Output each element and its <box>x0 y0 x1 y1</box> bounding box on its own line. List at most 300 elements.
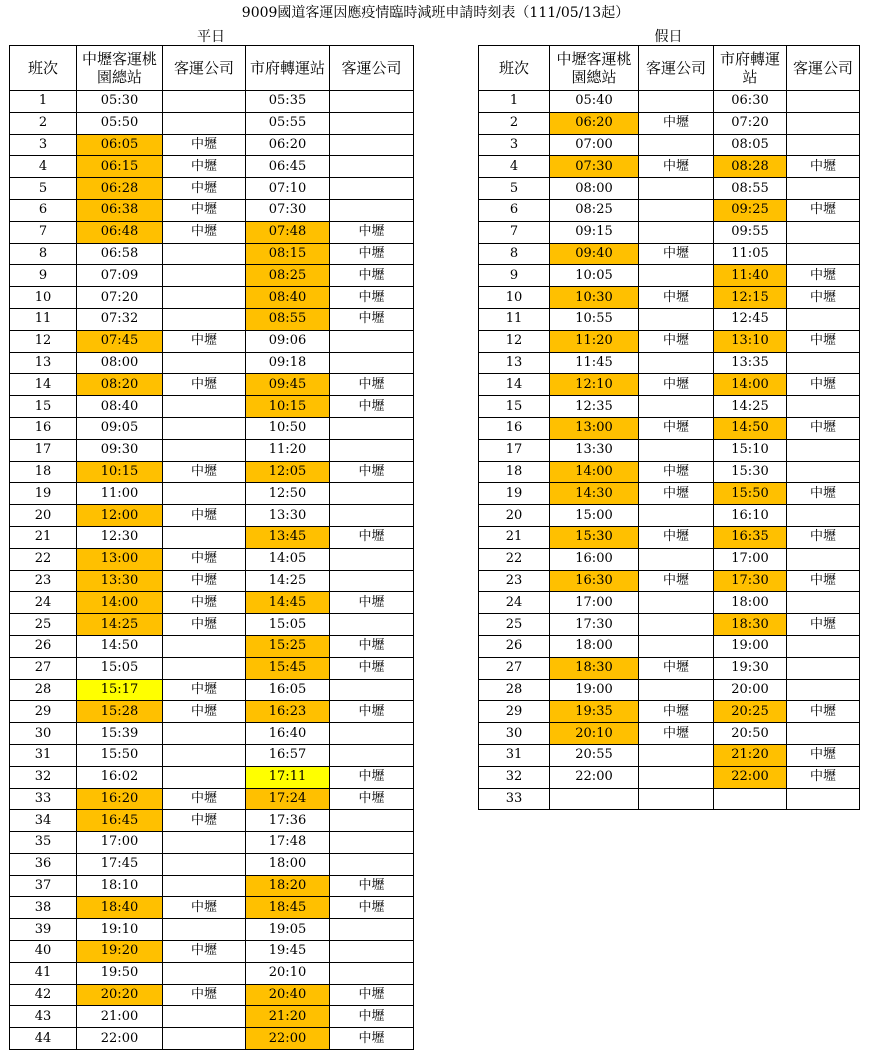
dest-time-cell: 09:25 <box>714 199 787 221</box>
table-row <box>10 635 414 657</box>
run-number-cell: 23 <box>479 570 550 592</box>
dest-time-cell: 08:40 <box>246 287 330 309</box>
dest-operator-cell: 中壢 <box>330 701 414 723</box>
origin-time-cell: 13:00 <box>550 417 639 439</box>
origin-time-cell: 08:20 <box>77 374 163 396</box>
dest-time-cell: 07:30 <box>246 199 330 221</box>
origin-time-cell: 15:00 <box>550 505 639 527</box>
dest-time-cell: 14:45 <box>246 592 330 614</box>
dest-time-cell: 07:10 <box>246 178 330 200</box>
origin-operator-cell <box>163 1028 246 1050</box>
run-number-cell: 32 <box>10 766 77 788</box>
table-row <box>479 221 860 243</box>
dest-operator-cell: 中壢 <box>787 614 860 636</box>
dest-time-cell: 12:15 <box>714 287 787 309</box>
dest-time-cell: 17:00 <box>714 548 787 570</box>
col-header-operator: 客運公司 <box>787 46 860 91</box>
run-number-cell: 22 <box>479 548 550 570</box>
table-row <box>10 439 414 461</box>
dest-time-cell: 07:20 <box>714 112 787 134</box>
origin-operator-cell: 中壢 <box>163 810 246 832</box>
origin-operator-cell: 中壢 <box>163 941 246 963</box>
dest-operator-cell: 中壢 <box>787 330 860 352</box>
run-number-cell: 20 <box>479 505 550 527</box>
origin-operator-cell: 中壢 <box>163 788 246 810</box>
dest-time-cell: 15:30 <box>714 461 787 483</box>
run-number-cell: 18 <box>10 461 77 483</box>
dest-operator-cell <box>330 679 414 701</box>
origin-time-cell: 08:40 <box>77 396 163 418</box>
table-row <box>10 853 414 875</box>
dest-time-cell: 17:30 <box>714 570 787 592</box>
weekday-label: 平日 <box>197 29 225 45</box>
run-number-cell: 2 <box>10 112 77 134</box>
table-row <box>10 352 414 374</box>
dest-time-cell: 22:00 <box>714 766 787 788</box>
table-row <box>10 526 414 548</box>
table-row <box>479 723 860 745</box>
origin-time-cell: 17:30 <box>550 614 639 636</box>
origin-operator-cell: 中壢 <box>639 330 714 352</box>
dest-time-cell: 06:45 <box>246 156 330 178</box>
dest-operator-cell: 中壢 <box>330 766 414 788</box>
run-number-cell: 26 <box>479 635 550 657</box>
table-row <box>10 679 414 701</box>
dest-time-cell: 15:50 <box>714 483 787 505</box>
dest-operator-cell <box>787 439 860 461</box>
dest-operator-cell: 中壢 <box>330 592 414 614</box>
origin-time-cell: 18:30 <box>550 657 639 679</box>
dest-operator-cell <box>330 614 414 636</box>
dest-operator-cell: 中壢 <box>330 657 414 679</box>
origin-time-cell: 16:30 <box>550 570 639 592</box>
run-number-cell: 9 <box>479 265 550 287</box>
origin-operator-cell: 中壢 <box>163 897 246 919</box>
dest-time-cell: 18:00 <box>714 592 787 614</box>
origin-time-cell: 19:20 <box>77 941 163 963</box>
origin-operator-cell: 中壢 <box>163 374 246 396</box>
dest-operator-cell: 中壢 <box>787 701 860 723</box>
origin-operator-cell: 中壢 <box>639 570 714 592</box>
origin-time-cell: 20:20 <box>77 984 163 1006</box>
table-row <box>10 548 414 570</box>
origin-time-cell: 06:28 <box>77 178 163 200</box>
run-number-cell: 17 <box>10 439 77 461</box>
dest-operator-cell: 中壢 <box>330 374 414 396</box>
origin-operator-cell <box>639 352 714 374</box>
table-row <box>479 548 860 570</box>
dest-time-cell: 19:30 <box>714 657 787 679</box>
table-row <box>10 592 414 614</box>
origin-operator-cell: 中壢 <box>163 505 246 527</box>
col-header-operator: 客運公司 <box>639 46 714 91</box>
run-number-cell: 42 <box>10 984 77 1006</box>
col-header-run: 班次 <box>479 46 550 91</box>
dest-time-cell: 11:40 <box>714 265 787 287</box>
dest-operator-cell <box>330 417 414 439</box>
run-number-cell: 6 <box>479 199 550 221</box>
origin-time-cell: 12:00 <box>77 505 163 527</box>
origin-time-cell: 14:25 <box>77 614 163 636</box>
origin-operator-cell: 中壢 <box>639 526 714 548</box>
run-number-cell: 7 <box>479 221 550 243</box>
origin-operator-cell: 中壢 <box>163 701 246 723</box>
run-number-cell: 19 <box>479 483 550 505</box>
origin-operator-cell <box>163 1006 246 1028</box>
dest-operator-cell: 中壢 <box>330 788 414 810</box>
run-number-cell: 1 <box>479 91 550 113</box>
dest-time-cell: 05:55 <box>246 112 330 134</box>
origin-operator-cell <box>639 744 714 766</box>
table-row <box>10 417 414 439</box>
dest-operator-cell <box>787 396 860 418</box>
origin-operator-cell <box>163 287 246 309</box>
dest-operator-cell <box>787 548 860 570</box>
table-row <box>479 788 860 810</box>
col-header-dest-station: 市府轉運站 <box>714 46 787 91</box>
dest-operator-cell <box>330 156 414 178</box>
dest-time-cell: 14:25 <box>246 570 330 592</box>
dest-time-cell: 09:55 <box>714 221 787 243</box>
dest-time-cell: 19:45 <box>246 941 330 963</box>
run-number-cell: 4 <box>10 156 77 178</box>
origin-operator-cell <box>639 221 714 243</box>
dest-operator-cell <box>330 199 414 221</box>
dest-time-cell: 08:55 <box>714 178 787 200</box>
table-row <box>479 330 860 352</box>
origin-operator-cell: 中壢 <box>163 592 246 614</box>
run-number-cell: 13 <box>10 352 77 374</box>
dest-time-cell: 18:30 <box>714 614 787 636</box>
table-row <box>479 417 860 439</box>
origin-time-cell: 10:05 <box>550 265 639 287</box>
table-row <box>10 701 414 723</box>
origin-operator-cell <box>163 91 246 113</box>
dest-time-cell: 08:25 <box>246 265 330 287</box>
run-number-cell: 28 <box>10 679 77 701</box>
origin-time-cell: 09:05 <box>77 417 163 439</box>
table-row <box>479 439 860 461</box>
header-row <box>10 46 414 91</box>
run-number-cell: 27 <box>479 657 550 679</box>
dest-operator-cell <box>787 505 860 527</box>
dest-time-cell: 12:05 <box>246 461 330 483</box>
run-number-cell: 36 <box>10 853 77 875</box>
origin-operator-cell: 中壢 <box>639 657 714 679</box>
dest-operator-cell: 中壢 <box>330 308 414 330</box>
run-number-cell: 15 <box>10 396 77 418</box>
dest-time-cell: 17:24 <box>246 788 330 810</box>
origin-time-cell: 07:00 <box>550 134 639 156</box>
origin-time-cell: 06:20 <box>550 112 639 134</box>
run-number-cell: 44 <box>10 1028 77 1050</box>
dest-time-cell: 15:25 <box>246 635 330 657</box>
table-row <box>479 265 860 287</box>
dest-time-cell: 12:50 <box>246 483 330 505</box>
origin-time-cell: 13:00 <box>77 548 163 570</box>
run-number-cell: 12 <box>479 330 550 352</box>
dest-operator-cell <box>330 352 414 374</box>
origin-operator-cell <box>639 134 714 156</box>
origin-operator-cell <box>163 657 246 679</box>
dest-operator-cell: 中壢 <box>330 265 414 287</box>
table-row <box>479 526 860 548</box>
dest-operator-cell <box>330 548 414 570</box>
dest-time-cell: 08:05 <box>714 134 787 156</box>
origin-operator-cell: 中壢 <box>639 461 714 483</box>
dest-operator-cell <box>787 134 860 156</box>
run-number-cell: 11 <box>10 308 77 330</box>
dest-operator-cell <box>787 243 860 265</box>
origin-operator-cell: 中壢 <box>639 701 714 723</box>
origin-operator-cell <box>163 396 246 418</box>
origin-time-cell: 07:45 <box>77 330 163 352</box>
origin-time-cell: 16:02 <box>77 766 163 788</box>
table-row <box>479 156 860 178</box>
dest-operator-cell <box>787 178 860 200</box>
run-number-cell: 43 <box>10 1006 77 1028</box>
table-row <box>479 505 860 527</box>
origin-time-cell: 07:20 <box>77 287 163 309</box>
run-number-cell: 5 <box>10 178 77 200</box>
dest-time-cell: 06:20 <box>246 134 330 156</box>
table-row <box>479 287 860 309</box>
origin-operator-cell: 中壢 <box>639 287 714 309</box>
dest-operator-cell <box>330 941 414 963</box>
origin-operator-cell: 中壢 <box>163 330 246 352</box>
header-row <box>479 46 860 91</box>
table-row <box>479 178 860 200</box>
run-number-cell: 19 <box>10 483 77 505</box>
holiday-timetable <box>478 45 860 810</box>
dest-time-cell: 20:00 <box>714 679 787 701</box>
dest-operator-cell: 中壢 <box>330 287 414 309</box>
table-row <box>479 199 860 221</box>
table-row <box>10 112 414 134</box>
run-number-cell: 18 <box>479 461 550 483</box>
table-row <box>10 875 414 897</box>
dest-time-cell: 06:30 <box>714 91 787 113</box>
run-number-cell: 1 <box>10 91 77 113</box>
dest-time-cell: 20:40 <box>246 984 330 1006</box>
table-row <box>479 374 860 396</box>
table-row <box>10 919 414 941</box>
dest-time-cell: 14:50 <box>714 417 787 439</box>
run-number-cell: 16 <box>10 417 77 439</box>
run-number-cell: 17 <box>479 439 550 461</box>
run-number-cell: 21 <box>10 526 77 548</box>
dest-time-cell: 15:45 <box>246 657 330 679</box>
run-number-cell: 30 <box>10 723 77 745</box>
run-number-cell: 37 <box>10 875 77 897</box>
weekday-timetable <box>9 45 414 1050</box>
run-number-cell: 10 <box>10 287 77 309</box>
table-row <box>479 592 860 614</box>
origin-operator-cell: 中壢 <box>163 984 246 1006</box>
table-row <box>479 635 860 657</box>
table-row <box>10 330 414 352</box>
origin-time-cell: 17:00 <box>550 592 639 614</box>
dest-operator-cell: 中壢 <box>787 526 860 548</box>
origin-operator-cell: 中壢 <box>163 199 246 221</box>
dest-time-cell: 17:48 <box>246 832 330 854</box>
run-number-cell: 11 <box>479 308 550 330</box>
run-number-cell: 15 <box>479 396 550 418</box>
origin-operator-cell: 中壢 <box>163 221 246 243</box>
page-title: 9009國道客運因應疫情臨時減班申請時刻表（111/05/13起） <box>241 5 630 21</box>
table-row <box>479 657 860 679</box>
origin-operator-cell <box>163 417 246 439</box>
origin-operator-cell <box>639 679 714 701</box>
dest-operator-cell: 中壢 <box>330 396 414 418</box>
table-row <box>479 614 860 636</box>
dest-operator-cell: 中壢 <box>330 897 414 919</box>
run-number-cell: 21 <box>479 526 550 548</box>
dest-operator-cell <box>787 592 860 614</box>
table-row <box>10 374 414 396</box>
dest-operator-cell <box>330 134 414 156</box>
run-number-cell: 38 <box>10 897 77 919</box>
origin-time-cell: 12:30 <box>77 526 163 548</box>
dest-time-cell: 13:10 <box>714 330 787 352</box>
run-number-cell: 10 <box>479 287 550 309</box>
dest-time-cell: 21:20 <box>246 1006 330 1028</box>
dest-time-cell: 09:45 <box>246 374 330 396</box>
run-number-cell: 29 <box>10 701 77 723</box>
dest-operator-cell: 中壢 <box>787 287 860 309</box>
origin-operator-cell <box>163 352 246 374</box>
dest-operator-cell: 中壢 <box>330 221 414 243</box>
origin-time-cell: 22:00 <box>550 766 639 788</box>
origin-time-cell: 11:45 <box>550 352 639 374</box>
run-number-cell: 14 <box>10 374 77 396</box>
table-row <box>10 788 414 810</box>
run-number-cell: 30 <box>479 723 550 745</box>
run-number-cell: 16 <box>479 417 550 439</box>
origin-operator-cell <box>163 875 246 897</box>
run-number-cell: 23 <box>10 570 77 592</box>
dest-operator-cell <box>330 112 414 134</box>
dest-operator-cell <box>330 91 414 113</box>
run-number-cell: 41 <box>10 962 77 984</box>
dest-time-cell: 07:48 <box>246 221 330 243</box>
dest-time-cell: 08:28 <box>714 156 787 178</box>
run-number-cell: 14 <box>479 374 550 396</box>
dest-time-cell: 08:55 <box>246 308 330 330</box>
dest-operator-cell <box>787 657 860 679</box>
dest-operator-cell <box>330 570 414 592</box>
col-header-run: 班次 <box>10 46 77 91</box>
table-row <box>479 243 860 265</box>
run-number-cell: 2 <box>479 112 550 134</box>
table-row <box>10 243 414 265</box>
dest-operator-cell <box>330 330 414 352</box>
table-row <box>10 505 414 527</box>
table-row <box>10 483 414 505</box>
origin-operator-cell <box>163 308 246 330</box>
origin-time-cell: 14:00 <box>550 461 639 483</box>
table-row <box>10 1028 414 1050</box>
dest-time-cell: 21:20 <box>714 744 787 766</box>
dest-operator-cell <box>330 178 414 200</box>
origin-operator-cell <box>639 308 714 330</box>
dest-operator-cell: 中壢 <box>787 265 860 287</box>
dest-time-cell: 14:25 <box>714 396 787 418</box>
table-row <box>10 810 414 832</box>
origin-time-cell: 08:00 <box>550 178 639 200</box>
table-row <box>479 352 860 374</box>
dest-operator-cell <box>330 853 414 875</box>
origin-operator-cell: 中壢 <box>639 243 714 265</box>
origin-operator-cell <box>639 439 714 461</box>
origin-time-cell: 07:32 <box>77 308 163 330</box>
origin-time-cell: 10:30 <box>550 287 639 309</box>
dest-time-cell: 20:10 <box>246 962 330 984</box>
table-row <box>479 112 860 134</box>
run-number-cell: 6 <box>10 199 77 221</box>
origin-operator-cell: 中壢 <box>163 548 246 570</box>
dest-time-cell: 10:15 <box>246 396 330 418</box>
origin-time-cell: 06:15 <box>77 156 163 178</box>
dest-operator-cell: 中壢 <box>787 744 860 766</box>
dest-operator-cell <box>787 679 860 701</box>
origin-operator-cell <box>639 505 714 527</box>
dest-time-cell: 11:20 <box>246 439 330 461</box>
table-row <box>10 723 414 745</box>
origin-operator-cell: 中壢 <box>163 614 246 636</box>
dest-operator-cell <box>787 352 860 374</box>
table-row <box>10 897 414 919</box>
run-number-cell: 3 <box>10 134 77 156</box>
origin-time-cell: 06:05 <box>77 134 163 156</box>
table-row <box>479 91 860 113</box>
origin-operator-cell <box>163 483 246 505</box>
origin-operator-cell <box>639 548 714 570</box>
dest-operator-cell: 中壢 <box>330 984 414 1006</box>
table-row <box>10 461 414 483</box>
dest-operator-cell <box>787 308 860 330</box>
origin-time-cell: 12:35 <box>550 396 639 418</box>
table-row <box>479 570 860 592</box>
origin-operator-cell <box>639 614 714 636</box>
run-number-cell: 31 <box>479 744 550 766</box>
origin-time-cell: 06:48 <box>77 221 163 243</box>
origin-operator-cell <box>639 199 714 221</box>
table-row <box>479 766 860 788</box>
origin-operator-cell: 中壢 <box>639 483 714 505</box>
origin-operator-cell: 中壢 <box>639 723 714 745</box>
origin-operator-cell <box>163 243 246 265</box>
run-number-cell: 32 <box>479 766 550 788</box>
dest-time-cell: 13:30 <box>246 505 330 527</box>
origin-time-cell: 11:00 <box>77 483 163 505</box>
table-row <box>10 287 414 309</box>
origin-time-cell: 12:10 <box>550 374 639 396</box>
dest-time-cell: 05:35 <box>246 91 330 113</box>
table-row <box>10 941 414 963</box>
run-number-cell: 8 <box>479 243 550 265</box>
dest-operator-cell <box>330 962 414 984</box>
origin-operator-cell <box>639 592 714 614</box>
origin-operator-cell <box>639 396 714 418</box>
origin-time-cell: 15:05 <box>77 657 163 679</box>
run-number-cell: 25 <box>479 614 550 636</box>
dest-time-cell: 22:00 <box>246 1028 330 1050</box>
dest-operator-cell <box>787 461 860 483</box>
run-number-cell: 13 <box>479 352 550 374</box>
dest-time-cell: 10:50 <box>246 417 330 439</box>
origin-operator-cell <box>163 439 246 461</box>
